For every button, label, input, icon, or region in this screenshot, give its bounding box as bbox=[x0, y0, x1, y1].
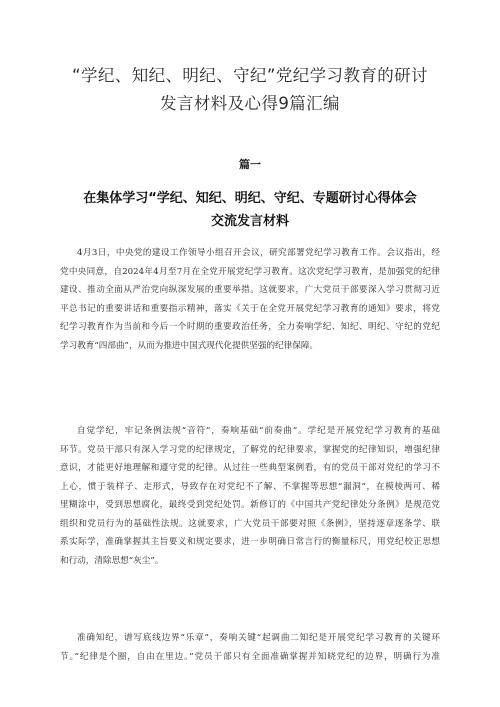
paragraph-line: 和行动，清除思想“灰尘”。 bbox=[60, 555, 164, 566]
paragraph-line: 建设、推动全面从严治党向纵深发展的重要举措。这就要求，广大党员干部要深入学习贯彻习近 bbox=[60, 285, 440, 295]
paragraph-line: 组织和党员行为的基础性法规。这就要求，广大党员干部要对照《条例》，坚持逐章逐条学、联 bbox=[60, 518, 440, 529]
section-title bbox=[40, 187, 460, 233]
section-title-line: 交流发言材料 bbox=[210, 214, 289, 229]
paragraph-line: 纪学习教育作为当前和今后一个时期的重要政治任务，全力奏响学纪、知纪、明纪、守纪的党纪 bbox=[60, 322, 440, 332]
paragraph-line: 4月3日，中央党的建设工作领导小组召开会议，研究部署党纪学习教育工作。会议指出，经 bbox=[77, 248, 440, 258]
section-title-line: 在集体学习“学纪、知纪、明纪、守纪、专题研讨心得体会 bbox=[83, 191, 417, 206]
paragraph-line: 学习教育“四部曲”，从而为推进中国式现代化提供坚强的纪律保障。 bbox=[60, 340, 319, 351]
paragraph-line: 里糊涂中，受到思想腐化，最终受到党纪处罚。新修订的《中国共产党纪律处分条例》是规范党 bbox=[60, 500, 440, 510]
paragraph-1 bbox=[60, 244, 440, 355]
paragraph-line: 意识，才能更好地理解和遵守党的纪律。从过往一些典型案例看，有的党员干部对党纪的学习不 bbox=[60, 463, 440, 473]
paragraph-3 bbox=[60, 629, 440, 666]
paragraph-2 bbox=[60, 422, 440, 570]
paragraph-line: 环节。党员干部只有深入学习党的纪律规定，了解党的纪律要求，掌握党的纪律知识，增强纪律 bbox=[60, 444, 440, 455]
paragraph-line: 上心，惯于装样子、走形式，导致存在对党纪不了解、不掌握等思想“漏洞”，在模棱两可、稀 bbox=[60, 481, 440, 492]
document-title bbox=[40, 62, 460, 118]
section-label: 篇一 bbox=[239, 158, 261, 171]
document-title-line: 发言材料及心得9篇汇编 bbox=[160, 94, 340, 113]
paragraph-line: 平总书记的重要讲话和重要指示精神，落实《关于在全党开展党纪学习教育的通知》要求，将党 bbox=[60, 303, 440, 314]
paragraph-line: 系实际学，准确掌握其主旨要义和规定要求，进一步明确日常言行的衡量标尺，用党纪校正思想 bbox=[60, 537, 440, 547]
document-title-line: “学纪、知纪、明纪、守纪”党纪学习教育的研讨 bbox=[72, 66, 428, 85]
paragraph-line: 党中央同意，自2024年4月至7月在全党开展党纪学习教育。这次党纪学习教育，是加强党的纪律 bbox=[60, 266, 440, 277]
paragraph-line: 节。”纪律是个圈，自由在里边。”党员干部只有全面准确掌握并知晓党纪的边界，明确行为准 bbox=[60, 651, 440, 662]
paragraph-line: 自觉学纪，牢记条例法规“音符”，奏响基础“前奏曲”。学纪是开展党纪学习教育的基础 bbox=[77, 426, 440, 436]
paragraph-line: 准确知纪，谱写底线边界“乐章”，奏响关键“起调曲二知纪是开展党纪学习教育的关键环 bbox=[77, 633, 440, 643]
